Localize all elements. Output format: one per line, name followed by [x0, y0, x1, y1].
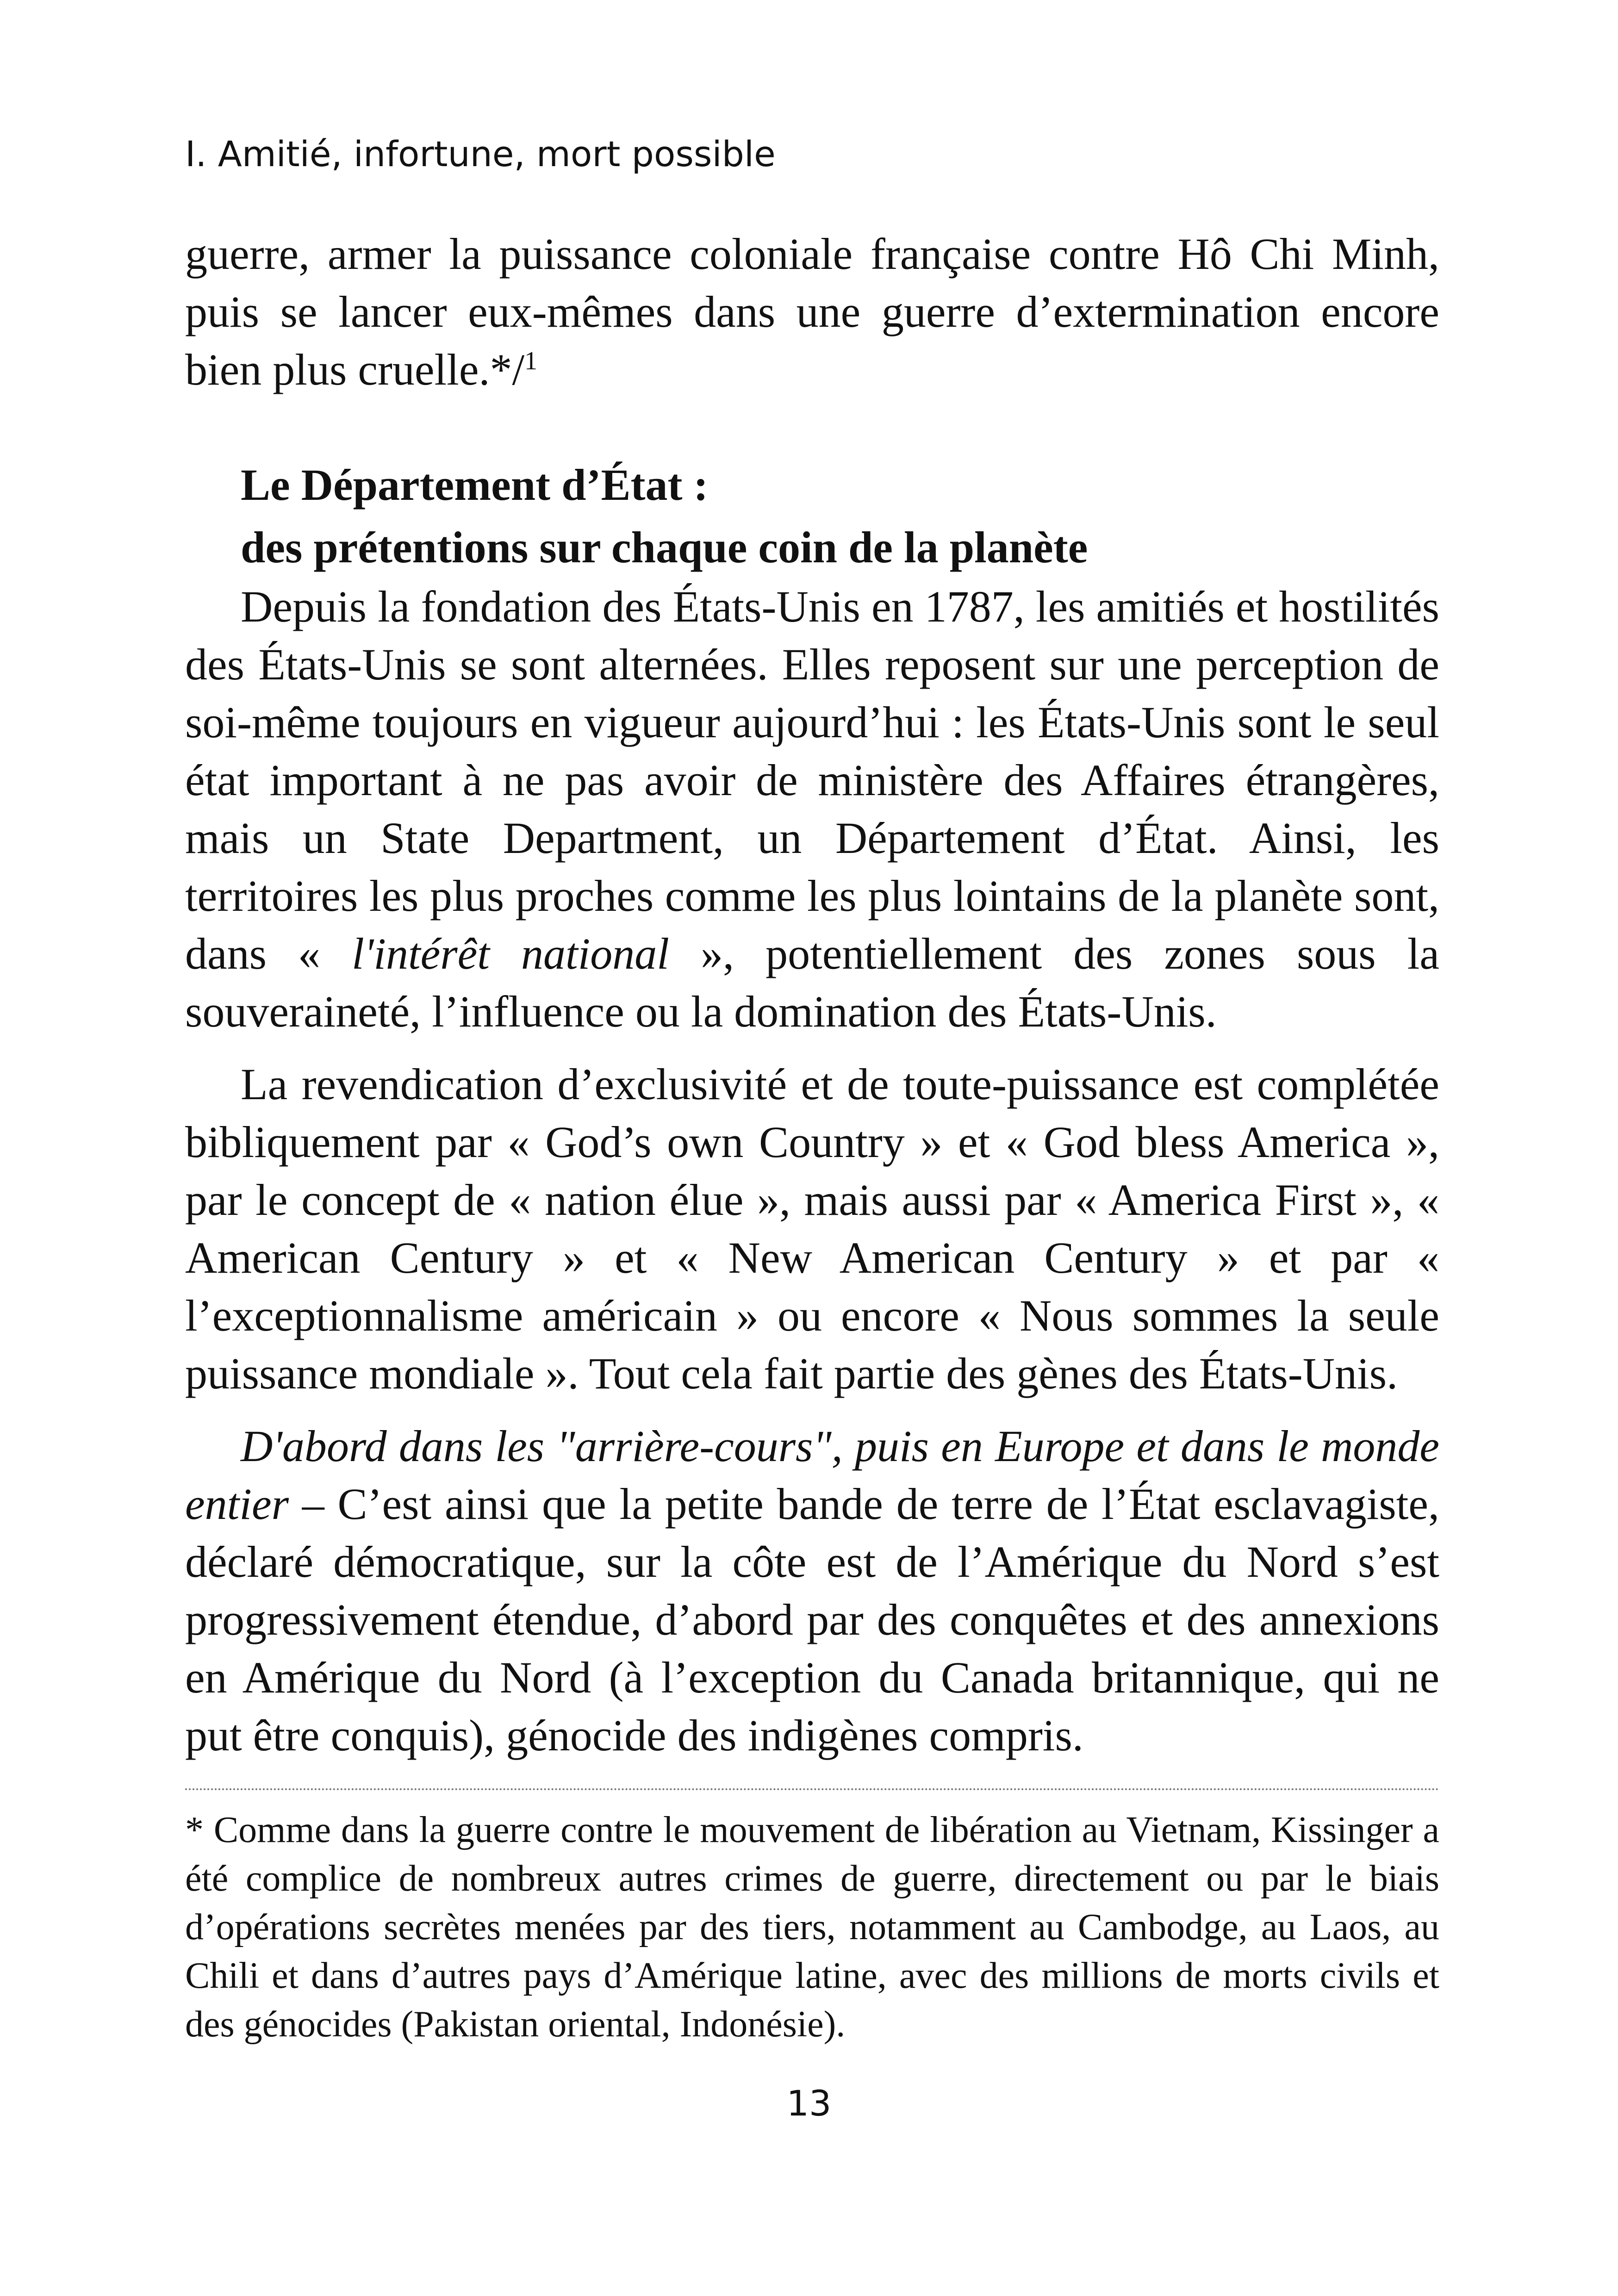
section-heading-line-2: des prétentions sur chaque coin de la planète	[241, 523, 1088, 572]
page-number: 13	[786, 2083, 832, 2124]
continuation-paragraph	[185, 225, 1439, 398]
paragraph-3-text: – C’est ainsi que la petite bande de terre de l’État esclavagiste, déclaré démocratique, sur la côte est de l’Amérique du Nord s’est progressivement étendue, d’abord par des conquêtes et des annexions en Amérique du Nord (à l’exception du Canada britannique, qui ne put être conquis), génocide des indigènes compris.	[185, 1479, 1439, 1760]
footnote-separator	[185, 1788, 1439, 1790]
paragraph-2: La revendication d’exclusivité et de toute-puissance est complétée bibliquement par « God’s own Country » et « God bless America », par le concept de « nation élue », mais aussi par « America First », « American Century » et « New American Century » et par « l’exceptionnalisme américain » ou encore « Nous sommes la seule puissance mondiale ». Tout cela fait partie des gènes des États-Unis.	[185, 1059, 1439, 1398]
section-heading	[241, 454, 1088, 579]
footnote: * Comme dans la guerre contre le mouvement de libération au Vietnam, Kissinger a été complice de nombreux autres crimes de guerre, directement ou par le biais d’opérations secrètes menées par des tiers, notamment au Cambodge, au Laos, au Chili et dans d’autres pays d’Amérique latine, avec des millions de morts civils et des génocides (Pakistan oriental, Indonésie).	[185, 1810, 1439, 2045]
paragraph-1	[185, 578, 1439, 1040]
running-head: I. Amitié, infortune, mort possible	[185, 133, 776, 174]
paragraph-1-italic: l'intérêt national	[352, 929, 669, 978]
section-heading-line-1: Le Département d’État :	[241, 460, 709, 510]
footnote-reference: 1	[524, 347, 537, 375]
paragraph-3-italic-lead: D'abord dans les "arrière-cours", puis en Europe et dans le monde entier	[185, 1421, 1439, 1529]
paragraph-1-text-b: », potentiellement des zones sous la souveraineté, l’influence ou la domination des États-Unis.	[185, 929, 1440, 1036]
paragraph-1-text-a: Depuis la fondation des États-Unis en 1787, les amitiés et hostilités des États-Unis se sont alternées. Elles reposent sur une perception de soi-même toujours en vigueur aujourd’hui : les États-Unis sont le seul état important à ne pas avoir de ministère des Affaires étrangères, mais un State Department, un Département d’État. Ainsi, les territoires les plus proches comme les plus lointains de la planète sont, dans «	[185, 582, 1439, 978]
paragraph-3	[185, 1417, 1439, 1764]
main-text	[185, 578, 1439, 1764]
continuation-text: guerre, armer la puissance coloniale française contre Hô Chi Minh, puis se lancer eux-mêmes dans une guerre d’extermination encore bien plus cruelle.*/	[185, 229, 1439, 394]
